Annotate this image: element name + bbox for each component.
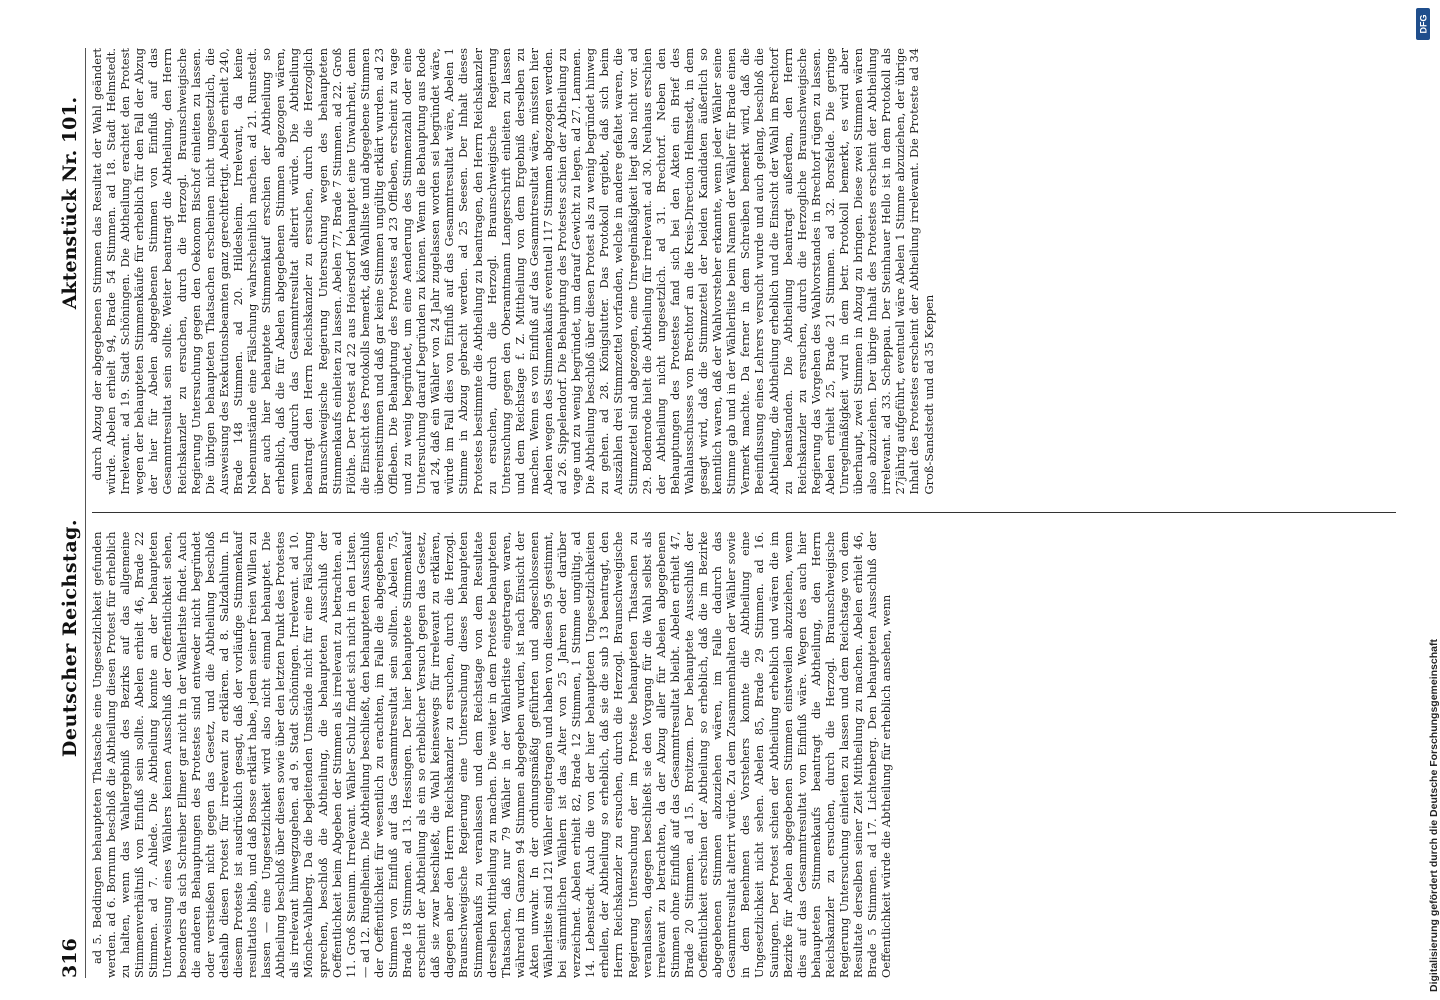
side-credit-strip [1414,0,1440,1000]
dfg-logo-icon [1416,8,1430,40]
header-rule [85,48,86,978]
document-number-title: Aktenstück Nr. 101. [59,96,81,310]
page-number: 316 [59,938,81,978]
column-left-text: ad 5. Beddingen behaupteten Thatsache eine Ungesetzlichkeit gefunden werden. ad 6. Bornum beschloß die Abtheilung diesen Protest für erheblich zu halten, wenn das Wahlergebniß des Bezirks auf das allgemeine Stimmenverhältniß von Einfluß sein sollte. Abelen erhielt 46, Brade 22 Stimmen. ad 7. Ahlede. Die Abtheilung konnte an der behaupteten Unterweisung eines Wählers keinen Ausschluß der Oeffentlichkeit sehen, besonders da sich Schreiber Ellmer gar nicht in der Wählerliste findet. Auch die anderen Behauptungen des Protestes sind entweder nicht begründet oder verstießen nicht gegen das Gesetz, und die Abtheilung beschloß deshalb diesen Protest für irrelevant zu erklären. ad 8. Salzdahlum. In diesem Proteste ist ausdrücklich gesagt, daß der vorläufige Stimmenkauf resultatlos blieb, und daß Bosse erklärt habe, jedem seiner freien Willen zu lassen — eine Ungesetzlichkeit wird also nicht einmal behauptet. Die Abtheilung beschloß über diesen sowie über den letzten Punkt des Protestes als irrelevant hinwegzugehen. ad 9. Stadt Schöningen. Irrelevant. ad 10. Mönche-Vahlberg. Da die begleitenden Umstände nicht für eine Fälschung sprechen, beschloß die Abtheilung, die behaupteten Ausschluß der Oeffentlichkeit beim Abgeben der Stimmen als irrelevant zu betrachten. ad 11. Groß Steinum. Irrelevant. Wähler Schulz findet sich nicht in den Listen. — ad 12. Ringelheim. Die Abtheilung beschließt, den behaupteten Ausschluß der Oeffentlichkeit für wesentlich zu erachten, im Falle die abgegebenen Stimmen von Einfluß auf das Gesammtresultat sein sollten. Abelen 75, Brade 18 Stimmen. ad 13. Hessingen. Der hier behauptete Stimmenkauf erscheint der Abtheilung als ein so erheblicher Versuch gegen das Gesetz, daß sie zwar beschließt, die Wahl keineswegs für irrelevant zu erklären, dagegen aber den Herrn Reichskanzler zu ersuchen, durch die Herzogl. Braunschweigische Regierung eine Untersuchung dieses behaupteten Stimmenkaufs zu veranlassen und dem Reichstage von dem Resultate derselben Mittheilung zu machen. Die weiter in dem Proteste behaupteten Thatsachen, daß nur 79 Wähler in der Wählerliste eingetragen waren, während im Ganzen 94 Stimmen abgegeben wurden, ist nach Einsicht der Akten unwahr. In der ordnungsmäßig geführten und abgeschlossenen Wählerliste sind 121 Wähler eingetragen und haben von diesen 95 gestimmt, bei sämmtlichen Wählern ist das Alter von 25 Jahren oder darüber verzeichnet. Abelen erhielt 82, Brade 12 Stimmen, 1 Stimme ungültig. ad 14. Lebenstedt. Auch die von der hier behaupteten Ungesetzlichkeiten erhellen, der Abtheilung so erheblich, daß sie die sub 13 beantragt, den Herrn Reichskanzler zu ersuchen, durch die Herzogl. Braunschweigische Regierung Untersuchung der im Proteste behaupteten Thatsachen zu veranlassen, dagegen beschließt sie den Vorgang für die Wahl selbst als irrelevant zu betrachten, da der Abzug aller für Abelen abgegebenen Stimmen ohne Einfluß auf das Gesammtresultat bleibt. Abelen erhielt 47, Brade 20 Stimmen. ad 15. Broitzem. Der behauptete Ausschluß der Oeffentlichkeit erschien der Abtheilung so erheblich, daß die im Bezirke abgegebenen Stimmen abzuziehen wären, im Falle dadurch das Gesammtresultat alterirt würde. Zu dem Zusammenhalten der Wähler sowie in dem Benehmen des Vorstehers konnte die Abtheilung eine Ungesetzlichkeit nicht sehen. Abelen 85, Brade 29 Stimmen. ad 16. Sauingen. Der Protest schien der Abtheilung erheblich und wären die im Bezirke für Abelen abgegebenen Stimmen einstweilen abzuziehen, wenn dies auf das Gesammtresultat von Einfluß wäre. Wegen des auch hier behaupteten Stimmenkaufs beantragt die Abtheilung, den Herrn Reichskanzler zu ersuchen, durch die Herzogl. Braunschweigische Regierung Untersuchung einleiten zu lassen und dem Reichstage von dem Resultate derselben seiner Zeit Mittheilung zu machen. Abelen erhielt 46, Brade 5 Stimmen. ad 17. Lichtenberg. Den behaupteten Ausschluß der Oeffentlichkeit würde die Abtheilung für erheblich ansehen, wenn [90,531,894,978]
text-columns [90,48,1396,978]
text-column-right [90,48,1396,495]
column-right-text: durch Abzug der abgegebenen Stimmen das Resultat der Wahl geändert würde. Abelen erhielt 94, Brade 54 Stimmen. ad 18. Stadt Helmstedt. Irrelevant. ad 19. Stadt Schöningen. Die Abtheilung erachtet den Protest wegen der behaupteten Stimmenkäufe für erheblich für den Fall der Abzug der hier für Abelen abgegebenen Stimmen von Einfluß auf das Gesammtresultat sein sollte. Weiter beantragt die Abtheilung, den Herrn Reichskanzler zu ersuchen, durch die Herzogl. Braunschweigische Regierung Untersuchung gegen den Oekonom Bischof einleiten zu lassen. Die übrigen behaupteten Thatsachen erscheinen nicht ungesetzlich, die Ausweisung des Exekutionsbeamten ganz gerechtfertigt. Abelen erhielt 240, Brade 148 Stimmen. ad 20. Hildesheim. Irrelevant, da keine Nebenumstände eine Fälschung wahrscheinlich machen. ad 21. Runstedt. Der auch hier behauptete Stimmenkauf erschien der Abtheilung so erheblich, daß die für Abelen abgegebenen Stimmen abgezogen wären, wenn dadurch das Gesammtresultat alterirt würde. Die Abtheilung beantragt den Herrn Reichskanzler zu ersuchen, durch die Herzoglich Braunschweigische Regierung Untersuchung wegen des behaupteten Stimmenkaufs einleiten zu lassen. Abelen 77, Brade 7 Stimmen. ad 22. Groß Flöthe. Der Protest ad 22 aus Hoiersdorf behauptet eine Unwahrheit, denn die Einsicht des Protokolls bemerkt, daß Wahlliste und abgegebene Stimmen übereinstimmen und daß gar keine Stimmen ungültig erklärt wurden. ad 23 Offleben. Die Behauptung des Protestes ad 23 Offleben, erscheint zu vage und zu wenig begründet, um eine Aenderung des Stimmenzahl oder eine Untersuchung darauf begründen zu können. Wenn die Behauptung aus Rode ad 24, daß ein Wähler von 24 Jahr zugelassen worden sei begründet wäre, würde im Fall dies von Einfluß auf das Gesammtresultat wäre, Abelen 1 Stimme in Abzug gebracht werden. ad 25 Seesen. Der Inhalt dieses Protestes bestimmte die Abtheilung zu beantragen, den Herrn Reichskanzler zu ersuchen, durch die Herzogl. Braunschweigische Regierung Untersuchung gegen den Oberamtmann Langerschrift einleiten zu lassen und dem Reichstage f. Z. Mittheilung von dem Ergebniß derselben zu machen. Wenn es von Einfluß auf das Gesammtresultat wäre, müssten hier Abelen wegen des Stimmenkaufs eventuell 117 Stimmen abgezogen werden. ad 26. Sippelendorf. Die Behauptung des Protestes schien der Abtheilung zu vage und zu wenig begründet, um darauf Gewicht zu legen. ad 27. Lammen. Die Abtheilung beschloß über diesen Protest als zu wenig begründet hinweg zu gehen. ad 28. Königslutter. Das Protokoll ergiebt, daß sich beim Auszählen drei Stimmzettel vorfanden, welche in andere gefaltet waren, die Stimmzettel sind abgezogen, eine Unregelmäßigkeit liegt also nicht vor. ad 29. Bodenrode hielt die Abtheilung für irrelevant. ad 30. Neuhaus erschien der Abtheilung nicht ungesetzlich. ad 31. Brechtorf. Neben den Behauptungen des Protestes fand sich bei den Akten ein Brief des Wahlausschusses von Brechtorf an die Kreis-Direction Helmstedt, in dem gesagt wird, daß die Stimmzettel der beiden Kandidaten äußerlich so kenntlich waren, daß der Wahlvorsteher erkannte, wenn jeder Wähler seine Stimme gab und in der Wählerliste beim Namen der Wähler für Brade einen Vermerk machte. Da ferner in dem Schreiben bemerkt wird, daß die Beeinflussung eines Lehrers versucht wurde und auch gelang, beschloß die Abtheilung, die Abtheilung erheblich und die Einsicht der Wahl im Brechtorf zu beanstanden. Die Abtheilung beantragt außerdem, den Herrn Reichskanzler zu ersuchen, durch die Herzogliche Braunschweigische Regierung das Vorgehen des Wahlvorstandes in Brechtorf rügen zu lassen. Abelen erhielt 25, Brade 21 Stimmen. ad 32. Borsfelde. Die geringe Unregelmäßigkeit wird in dem betr. Protokoll bemerkt, es wird aber überhaupt, zwei Stimmen in Abzug zu bringen. Diese zwei Stimmen wären also abzuziehen. Der übrige Inhalt des Protestes erscheint der Abtheilung irrelevant. ad 33. Scheppau. Der Steinhauer Hello ist in dem Protokoll als 27jährig aufgeführt, eventuell wäre Abelen 1 Stimme abzuziehen, der übrige Inhalt des Protestes erscheint der Abtheilung irrelevant. Die Proteste ad 34 Groß-Sandstedt und ad 35 Keppen [90,48,936,495]
rotated-document-page [56,48,1396,978]
dfg-logo-text: DFG [1418,14,1428,34]
page-header [56,48,84,978]
digitization-credit: Digitalisierung gefördert durch die Deutsche Forschungsgemeinschaft [1428,639,1440,992]
column-divider [92,513,1396,514]
running-title: Deutscher Reichstag. [59,518,81,758]
text-column-left [90,532,1396,979]
